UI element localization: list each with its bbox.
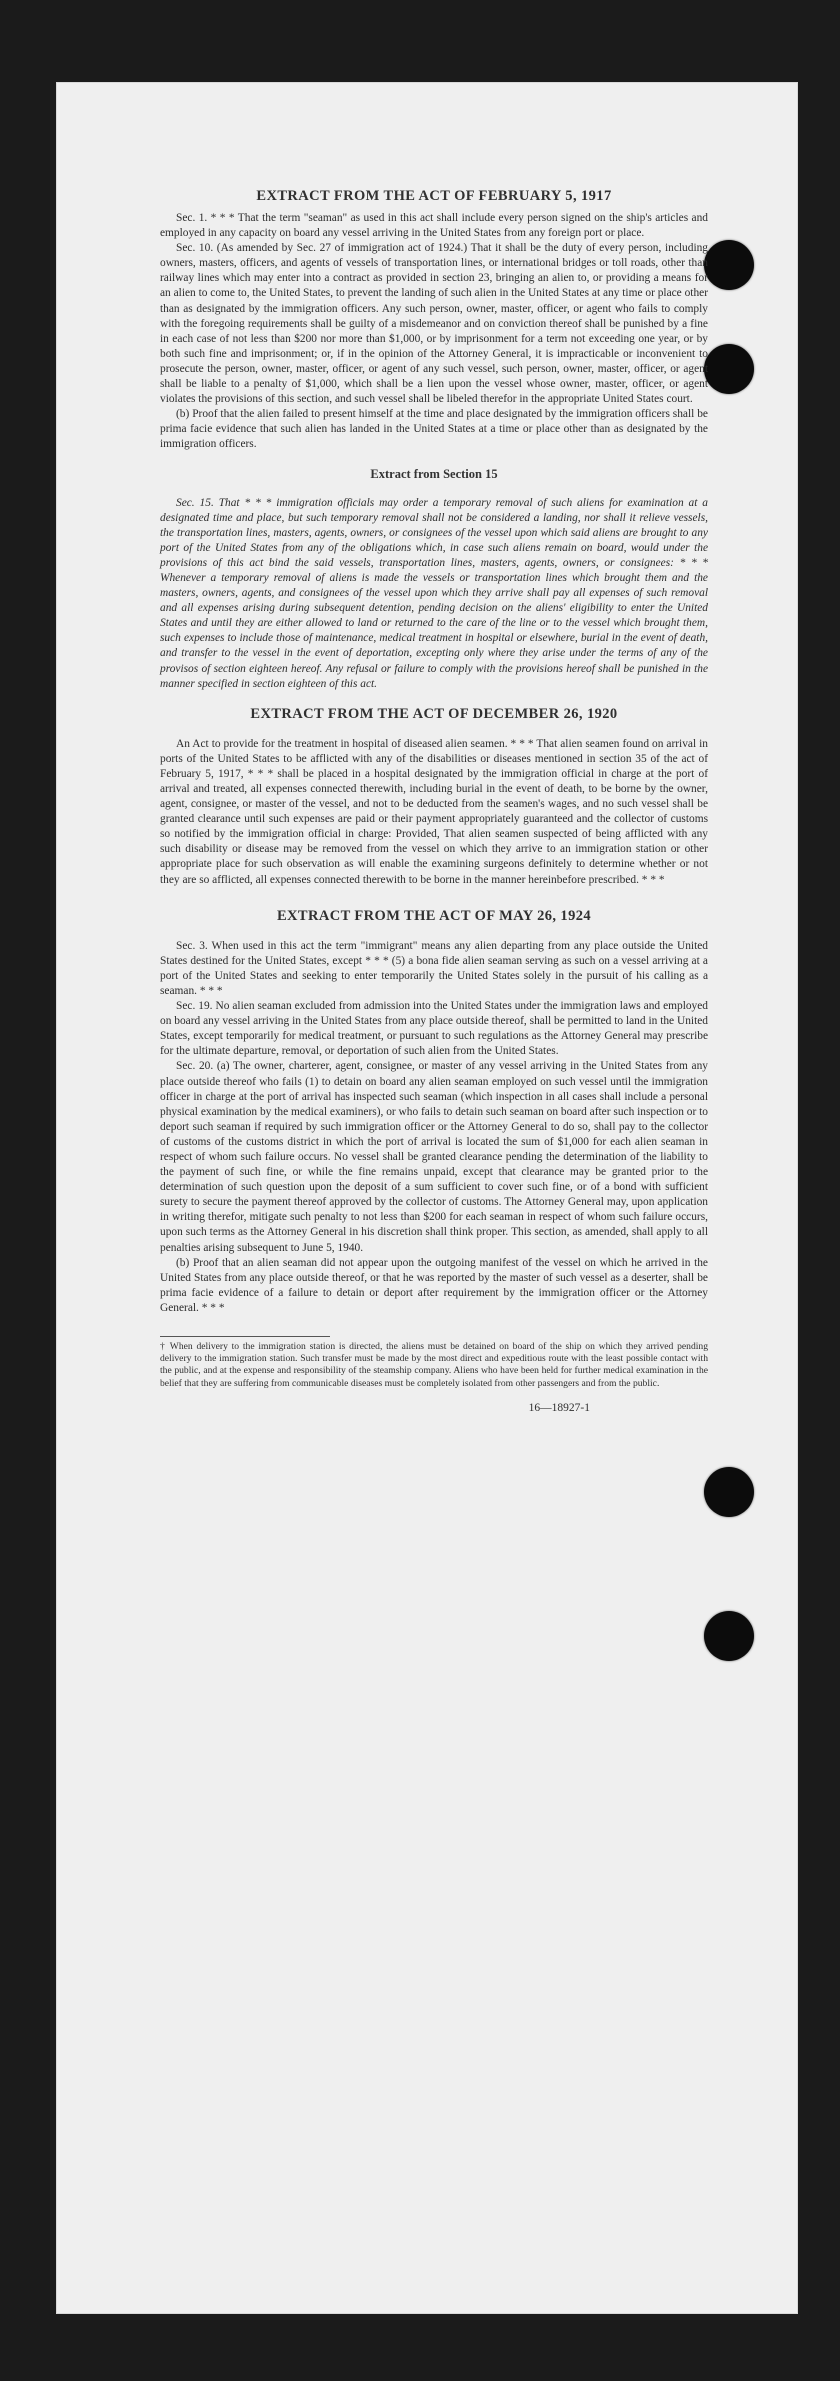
footnote: † When delivery to the immigration station is directed, the aliens must be detained on board of the ship on which they arrived pending delivery to the immigration station. Such transfer must be made by the most direct and expeditious route with the least possible contact with the public, and at the expense and responsibility of the steamship company. Aliens who have been held for further medical examination in the belief that they are suffering from communicable diseases must be completely isolated from other passengers and from the public.	[160, 1341, 708, 1389]
footnote-divider	[160, 1336, 330, 1337]
punch-hole	[704, 240, 754, 290]
document-body	[160, 188, 708, 1414]
punch-hole	[704, 1467, 754, 1517]
paragraph-sec-20-b: (b) Proof that an alien seaman did not appear upon the outgoing manifest of the vessel on which he arrived in the United States from any place outside thereof, or that he was reported by the master of such vessel as a deserter, shall be prima facie evidence of a failure to detain or deport after requirement by the immigration officer or the Attorney General. * * *	[160, 1256, 708, 1314]
punch-hole	[704, 344, 754, 394]
paragraph-sec-20: Sec. 20. (a) The owner, charterer, agent, consignee, or master of any vessel arriving in the United States from any place outside thereof who fails (1) to detain on board any alien seaman employed on such vessel until the immigration officer in charge at the port of arrival has inspected such seaman (which inspection in all cases shall include a personal physical examination by the medical examiners), or who fails to detain such seaman on board after such inspection or to deport such seaman if required by such immigration officer or the Attorney General to do so, shall pay to the collector of customs of the customs district in which the port of arrival is located the sum of $1,000 for each alien seaman in respect of whom such failure occurs. No vessel shall be granted clearance pending the determination of the liability to the payment of such fine, or while the fine remains unpaid, except that clearance may be granted prior to the determination of such question upon the deposit of a sum sufficient to cover such fine, or of a bond with sufficient surety to secure the payment thereof approved by the collector of customs. The Attorney General may, upon application in writing therefor, mitigate such penalty to not less than $200 for each seaman in respect of whom such failure occurs, upon such terms as the Attorney General in his discretion shall think proper. This section, as amended, shall apply to all penalties arising subsequent to June 5, 1940.	[160, 1060, 708, 1254]
section-title-section-15: Extract from Section 15	[370, 466, 498, 481]
punch-hole	[704, 1611, 754, 1661]
section-title-act-1920: EXTRACT FROM THE ACT OF DECEMBER 26, 1920	[250, 705, 618, 722]
paragraph-sec-1: Sec. 1. * * * That the term "seaman" as used in this act shall include every person signed on the ship's articles and employed in any capacity on board any vessel arriving in the United States from any foreign port or place.	[160, 212, 708, 240]
form-number: 16—18927-1	[528, 1401, 590, 1414]
paragraph-sec-15: Sec. 15. That * * * immigration officials may order a temporary removal of such aliens for examination at a designated time and place, but such temporary removal shall not be considered a landing, nor shall it relieve vessels, the transportation lines, masters, agents, owners, or consignees of the vessel upon which said aliens are brought to any port of the United States from any of the obligations which, in case such aliens remain on board, would under the provisions of this act bind the said vessels, transportation lines, masters, agents, owners, or consignees: * * * Whenever a temporary removal of aliens is made the vessels or transportation lines which brought them and the masters, owners, agents, and consignees of the vessel upon which they arrive shall pay all expenses of such removal and all expenses arising during subsequent detention, pending decision on the aliens' eligibility to enter the United States and until they are either allowed to land or returned to the care of the line or to the vessel which brought them, such expenses to include those of maintenance, medical treatment in hospital or elsewhere, burial in the event of death, and transfer to the vessel in the event of deportation, excepting only where they arise under the terms of any of the provisos of section eighteen hereof. Any refusal or failure to comply with the provisions hereof shall be punished in the manner specified in section eighteen of this act.	[160, 496, 708, 690]
document-page	[56, 82, 798, 2314]
section-title-act-1917: EXTRACT FROM THE ACT OF FEBRUARY 5, 1917	[256, 188, 612, 204]
paragraph-sec-10: Sec. 10. (As amended by Sec. 27 of immigration act of 1924.) That it shall be the duty of every person, including owners, masters, officers, and agents of vessels of transportation lines, or international bridges or toll roads, other than railway lines which may enter into a contract as provided in section 23, bringing an alien to, or providing a means for an alien to come to, the United States, to prevent the landing of such alien in the United States at any time or place other than as designated by the immigration officers. Any such person, owner, master, officer, or agent who fails to comply with the foregoing requirements shall be guilty of a misdemeanor and on conviction thereof shall be punished by a fine in each case of not less than $200 nor more than $1,000, or by imprisonment for a term not exceeding one year, or by both such fine and imprisonment; or, if in the opinion of the Attorney General, it is impracticable or inconvenient to prosecute the person, owner, master, officer, or agent of any such vessel, such person, owner, master, officer, or agent shall be liable to a penalty of $1,000, which shall be a lien upon the vessel whose owner, master, officer, or agent violates the provisions of this section, and such vessel shall be libeled therefor in the appropriate United States court.	[160, 242, 708, 406]
paragraph-sec-3: Sec. 3. When used in this act the term "immigrant" means any alien departing from any place outside the United States destined for the United States, except * * * (5) a bona fide alien seaman serving as such on a vessel arriving at a port of the United States and seeking to enter temporarily the United States solely in the pursuit of his calling as a seaman. * * *	[160, 939, 708, 997]
paragraph-sec-10-b: (b) Proof that the alien failed to present himself at the time and place designated by the immigration officers shall be prima facie evidence that such alien has landed in the United States at a time or place other than as designated by the immigration officers.	[160, 408, 708, 451]
paragraph-sec-19: Sec. 19. No alien seaman excluded from admission into the United States under the immigration laws and employed on board any vessel arriving in the United States from any place outside thereof, shall be permitted to land in the United States, except temporarily for medical treatment, or pursuant to such regulations as the Attorney General may prescribe for the ultimate departure, removal, or deportation of such alien from the United States.	[160, 1000, 708, 1058]
paragraph-act-1920: An Act to provide for the treatment in hospital of diseased alien seamen. * * * That alien seamen found on arrival in ports of the United States to be afflicted with any of the disabilities or diseases mentioned in section 35 of the act of February 5, 1917, * * * shall be placed in a hospital designated by the immigration official in charge at the port of arrival and treated, all expenses connected therewith, including burial in the event of death, to be borne by the owner, agent, consignee, or master of the vessel, and not to be deducted from the seamen's wages, and no such vessel shall be granted clearance until such expenses are paid or their payment appropriately guaranteed and the collector of customs so notified by the immigration official in charge: Provided, That alien seamen suspected of being afflicted with any such disability or disease may be removed from the vessel on which they arrive to an immigration station or other appropriate place for such observation as will enable the examining surgeons definitely to determine whether or not they are so afflicted, all expenses connected therewith to be borne in the manner hereinbefore prescribed. * * *	[160, 737, 708, 886]
section-title-act-1924: EXTRACT FROM THE ACT OF MAY 26, 1924	[276, 907, 592, 924]
